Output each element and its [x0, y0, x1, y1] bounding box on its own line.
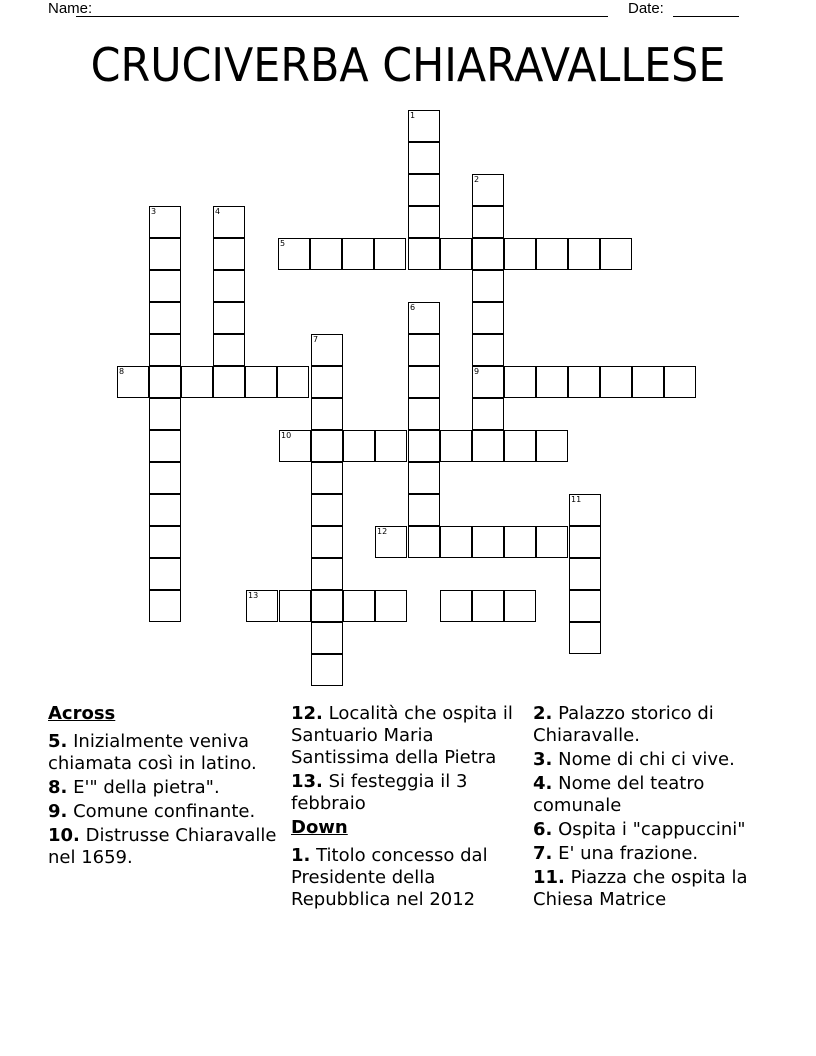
grid-cell[interactable]: [311, 590, 343, 622]
grid-cell[interactable]: [311, 494, 343, 526]
grid-cell[interactable]: [472, 206, 504, 238]
grid-cell[interactable]: [375, 590, 407, 622]
grid-cell[interactable]: [149, 334, 181, 366]
grid-cell[interactable]: [149, 462, 181, 494]
clues-column-3: [533, 703, 765, 913]
grid-cell[interactable]: [149, 398, 181, 430]
grid-cell[interactable]: [536, 430, 568, 462]
grid-cell[interactable]: [311, 430, 343, 462]
grid-cell[interactable]: [311, 462, 343, 494]
clue-down-6: 6. Ospita i "cappuccini": [533, 819, 746, 840]
grid-cell[interactable]: [149, 430, 181, 462]
grid-cell[interactable]: [504, 526, 536, 558]
clue-across-5: 5. Inizialmente veniva chiamata così in latino.: [48, 731, 257, 774]
grid-cell[interactable]: [664, 366, 696, 398]
grid-cell[interactable]: [472, 302, 504, 334]
grid-cell[interactable]: [213, 334, 245, 366]
grid-cell[interactable]: [279, 590, 311, 622]
grid-cell[interactable]: [343, 430, 375, 462]
down-heading: Down: [291, 817, 348, 838]
grid-cell[interactable]: [472, 430, 504, 462]
grid-cell[interactable]: [375, 430, 407, 462]
grid-cell[interactable]: [504, 590, 536, 622]
clue-number-label: 2: [474, 175, 480, 184]
grid-cell[interactable]: [149, 366, 181, 398]
grid-cell[interactable]: [374, 238, 406, 270]
clue-down-11: 11. Piazza che ospita la Chiesa Matrice: [533, 867, 748, 910]
grid-cell[interactable]: [408, 142, 440, 174]
grid-cell[interactable]: [568, 366, 600, 398]
page-title: CRUCIVERBA CHIARAVALLESE: [90, 38, 726, 92]
grid-cell[interactable]: [440, 238, 472, 270]
clue-number-label: 12: [377, 527, 388, 536]
grid-cell[interactable]: [408, 526, 440, 558]
grid-cell[interactable]: [504, 430, 536, 462]
grid-cell[interactable]: [408, 238, 440, 270]
date-label: Date:: [628, 0, 664, 17]
clue-number-label: 3: [151, 207, 157, 216]
grid-cell[interactable]: [472, 334, 504, 366]
grid-cell[interactable]: [504, 238, 536, 270]
grid-cell[interactable]: [149, 270, 181, 302]
grid-cell[interactable]: [149, 590, 181, 622]
clue-number-label: 1: [410, 111, 416, 120]
grid-cell[interactable]: [408, 334, 440, 366]
grid-cell[interactable]: [440, 526, 472, 558]
grid-cell[interactable]: [149, 302, 181, 334]
clue-across-8: 8. E'" della pietra".: [48, 777, 220, 798]
clue-down-3: 3. Nome di chi ci vive.: [533, 749, 735, 770]
grid-cell[interactable]: [472, 526, 504, 558]
grid-cell[interactable]: [311, 654, 343, 686]
clue-number-label: 13: [248, 591, 259, 600]
grid-cell[interactable]: [213, 302, 245, 334]
grid-cell[interactable]: [504, 366, 536, 398]
grid-cell[interactable]: [569, 526, 601, 558]
grid-cell[interactable]: [245, 366, 277, 398]
grid-cell[interactable]: [343, 590, 375, 622]
grid-cell[interactable]: [213, 270, 245, 302]
clue-across-12: 12. Località che ospita il Santuario Maria Santissima della Pietra: [291, 703, 513, 768]
clue-number-label: 6: [410, 303, 416, 312]
grid-cell[interactable]: [440, 590, 472, 622]
grid-cell[interactable]: [277, 366, 309, 398]
grid-cell[interactable]: [568, 238, 600, 270]
grid-cell[interactable]: [569, 590, 601, 622]
grid-cell[interactable]: [342, 238, 374, 270]
grid-cell[interactable]: [311, 526, 343, 558]
clue-down-2: 2. Palazzo storico di Chiaravalle.: [533, 703, 714, 746]
grid-cell[interactable]: [311, 622, 343, 654]
grid-cell[interactable]: [536, 238, 568, 270]
grid-cell[interactable]: [600, 238, 632, 270]
clue-number-label: 10: [281, 431, 292, 440]
grid-cell[interactable]: [408, 366, 440, 398]
grid-cell[interactable]: [181, 366, 213, 398]
grid-cell[interactable]: [440, 430, 472, 462]
clue-number-label: 9: [474, 367, 480, 376]
grid-cell[interactable]: [536, 526, 568, 558]
grid-cell[interactable]: [536, 366, 568, 398]
clue-number-label: 4: [215, 207, 221, 216]
grid-cell[interactable]: [408, 430, 440, 462]
grid-cell[interactable]: [472, 270, 504, 302]
grid-cell[interactable]: [472, 398, 504, 430]
grid-cell[interactable]: [408, 398, 440, 430]
clue-number-label: 11: [571, 495, 582, 504]
clue-across-13: 13. Si festeggia il 3 febbraio: [291, 771, 468, 814]
grid-cell[interactable]: [569, 622, 601, 654]
clue-across-9: 9. Comune confinante.: [48, 801, 256, 822]
clue-number-label: 8: [119, 367, 125, 376]
grid-cell[interactable]: [149, 238, 181, 270]
grid-cell[interactable]: [472, 238, 504, 270]
clues-column-2: [291, 703, 523, 913]
grid-cell[interactable]: [310, 238, 342, 270]
grid-cell[interactable]: [149, 526, 181, 558]
grid-cell[interactable]: [632, 366, 664, 398]
grid-cell[interactable]: [408, 206, 440, 238]
grid-cell[interactable]: [311, 366, 343, 398]
clue-across-10: 10. Distrusse Chiaravalle nel 1659.: [48, 825, 277, 868]
grid-cell[interactable]: [311, 558, 343, 590]
clue-number-label: 5: [280, 239, 286, 248]
grid-cell[interactable]: [600, 366, 632, 398]
clue-down-4: 4. Nome del teatro comunale: [533, 773, 705, 816]
grid-cell[interactable]: [311, 398, 343, 430]
name-label: Name:: [48, 0, 93, 17]
across-heading: Across: [48, 703, 116, 724]
grid-cell[interactable]: [472, 590, 504, 622]
grid-cell[interactable]: [213, 366, 245, 398]
clue-down-1: 1. Titolo concesso dal Presidente della Repubblica nel 2012: [291, 845, 488, 910]
grid-cell[interactable]: [408, 462, 440, 494]
clue-number-label: 7: [313, 335, 319, 344]
grid-cell[interactable]: [213, 238, 245, 270]
grid-cell[interactable]: [408, 174, 440, 206]
grid-cell[interactable]: [149, 558, 181, 590]
grid-cell[interactable]: [408, 494, 440, 526]
grid-cell[interactable]: [149, 494, 181, 526]
clues-column-1: [48, 703, 280, 871]
grid-cell[interactable]: [569, 558, 601, 590]
clue-down-7: 7. E' una frazione.: [533, 843, 699, 864]
